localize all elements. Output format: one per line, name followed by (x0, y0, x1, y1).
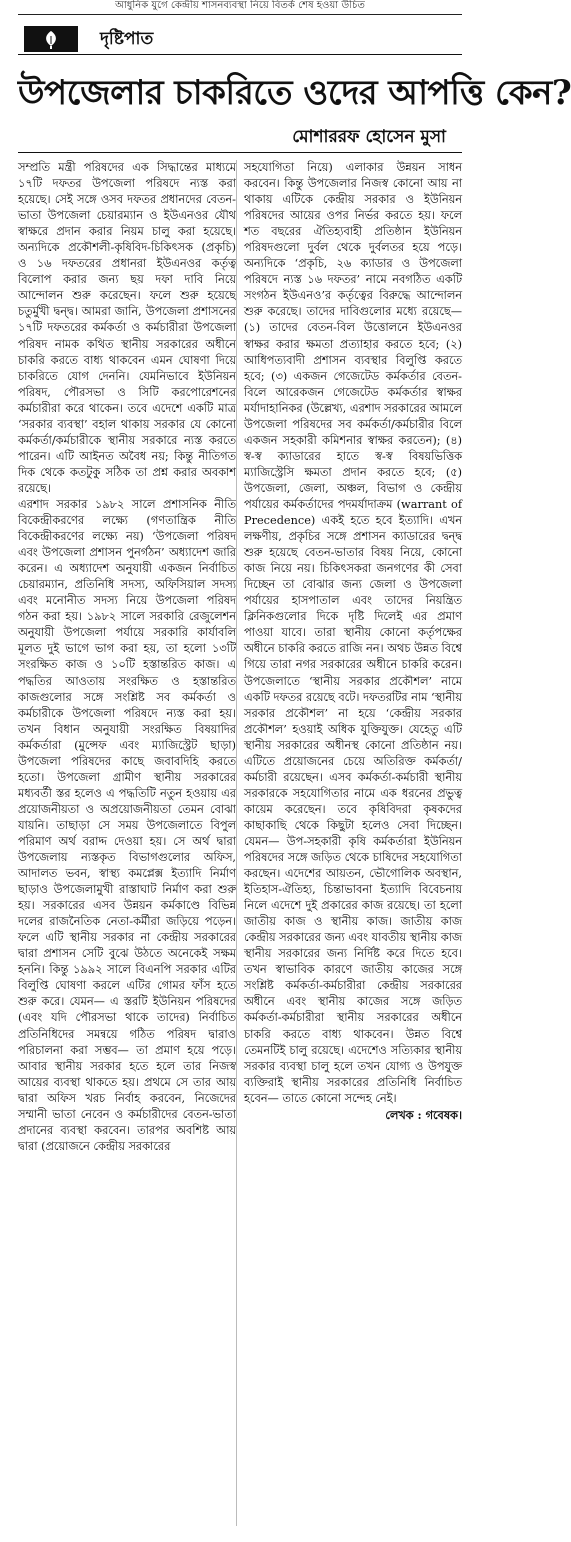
section-logo (24, 26, 78, 52)
left-column (18, 160, 236, 1526)
right-column (244, 160, 462, 1526)
column-divider (236, 160, 237, 1526)
writer-note: লেখক : গবেষক। (385, 1107, 462, 1122)
top-rule (18, 14, 462, 15)
paragraph: সম্প্রতি মন্ত্রী পরিষদের এক সিদ্ধান্তের মাধ্যমে ১৭টি দফতর উপজেলা পরিষদে ন্যস্ত করা হয়েছে। সেই সঙ্গে ওসব দফতর প্রধানদের বেতন-ভাতা উপজেলা চেয়ারম্যান ও ইউএনওর যৌথ স্বাক্ষরে প্রদান করার নিয়ম চালু করা হয়েছে। অন্যদিকে প্রকৌশলী-কৃষিবিদ-চিকিৎসক (প্রকৃচি) ও ১৬ দফতরের প্রধানরা ইউএনওর কর্তৃত্ব বিলোপ করার জন্য ছয় দফা দাবি নিয়ে আন্দোলন শুরু করেছেন। ফলে শুরু হয়েছে চতুর্মুখী দ্বন্দ্ব। আমরা জানি, উপজেলা প্রশাসনের ১৭টি দফতরের কর্মকর্তা ও কর্মচারীরা উপজেলা পরিষদ নামক কথিত স্থানীয় সরকারের অধীনে চাকরি করতে বাধ্য থাকবেন এমন ঘোষণা দিয়ে চাকরিতে যোগ দেননি। যেমনিভাবে ইউনিয়ন পরিষদ, পৌরসভা ও সিটি করপোরেশনের কর্মচারীরা করে থাকেন। তবে এদেশে একটি মাত্র ‘সরকার ব্যবস্থা’ বহাল থাকায় সরকার যে কোনো কর্মকর্তা/কর্মচারীকে স্থানীয় সরকারে ন্যস্ত করতে পারেন। এটি আইনত অবৈধ নয়; কিন্তু নীতিগত দিক থেকে কতটুকু সঠিক তা প্রশ্ন করার অবকাশ রয়েছে। (18, 161, 236, 495)
section-rule (18, 54, 462, 55)
headline: উপজেলার চাকরিতে ওদের আপত্তি কেন? (18, 73, 571, 113)
section-header (18, 24, 462, 54)
leaf-icon (40, 29, 62, 49)
top-strip-text: আধুনিক যুগে কেন্দ্রীয় শাসনব্যবস্থা নিয়ে বিতর্ক শেষ হওয়া উচিত (115, 0, 365, 11)
byline-rule (18, 152, 462, 153)
byline: মোশাররফ হোসেন মুসা (292, 127, 446, 147)
paragraph: এরশাদ সরকার ১৯৮২ সালে প্রশাসনিক নীতি বিকেন্দ্রীকরণের লক্ষ্যে (গণতান্ত্রিক নীতি বিকেন্দ্রীকরণের লক্ষ্যে নয়) ‘উপজেলা পরিষদ এবং উপজেলা প্রশাসন পুনর্গঠন’ অধ্যাদেশ জারি করেন। এ অধ্যাদেশ অনুযায়ী একজন নির্বাচিত চেয়ারম্যান, প্রতিনিধি সদস্য, অফিসিয়াল সদস্য এবং মনোনীত সদস্য নিয়ে উপজেলা পরিষদ গঠন করা হয়। ১৯৮২ সালে সরকারি রেজুলেশন অনুযায়ী উপজেলা পর্যায়ে সরকারি কার্যাবলি মূলত দুই ভাগে ভাগ করা হয়, তা হলো ১৩টি সংরক্ষিত কাজ ও ১০টি হস্তান্তরিত কাজ। এ পদ্ধতির আওতায় সংরক্ষিত ও হস্তান্তরিত কাজগুলোর সঙ্গে সংশ্লিষ্ট সব কর্মকর্তা ও কর্মচারীকে উপজেলা পরিষদে ন্যস্ত করা হয়। তখন বিধান অনুযায়ী সংরক্ষিত বিষয়াদির কর্মকর্তারা (মুন্সেফ এবং ম্যাজিস্ট্রেট ছাড়া) উপজেলা পরিষদের কাছে জবাবদিহি করতে হতো। উপজেলা গ্রামীণ স্থানীয় সরকারের মধ্যবর্তী স্তর হলেও এ পদ্ধতিটি নতুন হওয়ায় এর প্রয়োজনীয়তা ও অপ্রয়োজনীয়তা তেমন বোঝা যায়নি। তাছাড়া সে সময় উপজেলাতে বিপুল পরিমাণ অর্থ বরাদ্দ দেওয়া হয়। সে অর্থ দ্বারা উপজেলায় ন্যস্তকৃত বিভাগগুলোর অফিস, আদালত ভবন, স্বাস্থ্য কমপ্লেক্স ইত্যাদি নির্মাণ ছাড়াও উপজেলামুখী রাস্তাঘাট নির্মাণ করা শুরু হয়। সরকারের এসব উন্নয়ন কর্মকাণ্ডে বিভিন্ন দলের রাজনৈতিক নেতা-কর্মীরা জড়িয়ে পড়েন। ফলে এটি স্থানীয় সরকার না কেন্দ্রীয় সরকারের দ্বারা প্রশাসন সেটি বুঝে উঠতে অনেকেই সক্ষম হননি। কিন্তু ১৯৯২ সালে বিএনপি সরকার এটির বিলুপ্তি ঘোষণা করলে এটির গোমর ফাঁস হতে শুরু করে। যেমন— এ স্তরটি ইউনিয়ন পরিষদের (এবং যদি পৌরসভা থাকে তাদের) নির্বাচিত প্রতিনিধিদের সমন্বয়ে গঠিত পরিষদ দ্বারাও পরিচালনা করা সম্ভব— তা প্রমাণ হয়ে পড়ে। আবার স্থানীয় সরকার হতে হলে তার নিজস্ব আয়ের ব্যবস্থা থাকতে হয়। প্রথমে সে তার আয় দ্বারা অফিস খরচ নির্বাহ করবেন, নিজেদের সম্মানী ভাতা নেবেন ও কর্মচারীদের বেতন-ভাতা প্রদানের ব্যবস্থা করবেন। তারপর অবশিষ্ট আয় দ্বারা (প্রয়োজনে কেন্দ্রীয় সরকারের (18, 497, 236, 1153)
section-label: দৃষ্টিপাত (100, 29, 154, 49)
paragraph: সহযোগিতা নিয়ে) এলাকার উন্নয়ন সাধন করবেন। কিন্তু উপজেলার নিজস্ব কোনো আয় না থাকায় এটিকে কেন্দ্রীয় সরকার ও ইউনিয়ন পরিষদের আয়ের ওপর নির্ভর করতে হয়। ফলে শত বছরের ঐতিহ্যবাহী প্রতিষ্ঠান ইউনিয়ন পরিষদগুলো দুর্বল থেকে দুর্বলতর হয়ে পড়ে। অন্যদিকে ‘প্রকৃচি, ২৬ ক্যাডার ও উপজেলা পরিষদে ন্যস্ত ১৬ দফতর’ নামে নবগঠিত একটি সংগঠন ইউএনও’র কর্তৃত্বের বিরুদ্ধে আন্দোলন শুরু করেছে। তাদের দাবিগুলোর মধ্যে রয়েছে— (১) তাদের বেতন-বিল উত্তোলনে ইউএনওর স্বাক্ষর করার ক্ষমতা প্রত্যাহার করতে হবে; (২) আধিপত্যবাদী প্রশাসন ব্যবস্থার বিলুপ্তি করতে হবে; (৩) একজন গেজেটেড কর্মকর্তার বেতন-বিলে আরেকজন গেজেটেড কর্মকর্তার স্বাক্ষর মর্যাদাহানিকর (উল্লেখ্য, এরশাদ সরকারের আমলে উপজেলা পরিষদের সব কর্মকর্তা/কর্মচারীর বিলে একজন সহকারী কমিশনার স্বাক্ষর করতেন); (৪) স্ব-স্ব ক্যাডারের হাতে স্ব-স্ব বিষয়ভিত্তিক ম্যাজিস্ট্রেসি ক্ষমতা প্রদান করতে হবে; (৫) উপজেলা, জেলা, অঞ্চল, বিভাগ ও কেন্দ্রীয় পর্যায়ের কর্মকর্তাদের পদমর্যাদাক্রম (warrant of Precedence) একই হতে হবে ইত্যাদি। এখন লক্ষণীয়, প্রকৃচির সঙ্গে প্রশাসন ক্যাডারের দ্বন্দ্ব শুরু হয়েছে বেতন-ভাতার বিষয় নিয়ে, কোনো কাজ নিয়ে নয়। চিকিৎসকরা জনগণের কী সেবা দিচ্ছেন তা বোঝার জন্য জেলা ও উপজেলা পর্যায়ের হাসপাতাল এবং তাদের নিয়ন্ত্রিত ক্লিনিকগুলোর দিকে দৃষ্টি দিলেই এর প্রমাণ পাওয়া যাবে। তারা স্থানীয় কোনো কর্তৃপক্ষের অধীনে চাকরি করতে রাজি নন। অথচ উন্নত বিশ্বে গিয়ে তারা নগর সরকারের অধীনে চাকরি করেন। উপজেলাতে ‘স্থানীয় সরকার প্রকৌশল’ নামে একটি দফতর রয়েছে বটে। দফতরটির নাম ‘স্থানীয় সরকার প্রকৌশল’ না হয়ে ‘কেন্দ্রীয় সরকার প্রকৌশল’ হওয়াই অধিক যুক্তিযুক্ত। যেহেতু এটি স্থানীয় সরকারের অধীনস্থ কোনো প্রতিষ্ঠান নয়। এটিতে প্রয়োজনের চেয়ে অতিরিক্ত কর্মকর্তা/কর্মচারী রয়েছেন। এসব কর্মকর্তা-কর্মচারী স্থানীয় সরকারকে সহযোগিতার নামে এক ধরনের প্রভুত্ব কায়েম করেছেন। তবে কৃষিবিদরা কৃষকদের কাছাকাছি থেকে কিছুটা হলেও সেবা দিচ্ছেন। যেমন— উপ-সহকারী কৃষি কর্মকর্তারা ইউনিয়ন পরিষদের সঙ্গে জড়িত থেকে চাষিদের সহযোগিতা করছেন। এদেশের আয়তন, ভৌগোলিক অবস্থান, ইতিহাস-ঐতিহ্য, চিন্তাভাবনা ইত্যাদি বিবেচনায় নিলে এদেশে দুই প্রকারের কাজ রয়েছে। তা হলো জাতীয় কাজ ও স্থানীয় কাজ। জাতীয় কাজ কেন্দ্রীয় সরকারের জন্য এবং যাবতীয় স্থানীয় কাজ স্থানীয় সরকারের জন্য নির্দিষ্ট করে দিতে হবে। তখন স্বাভাবিক কারণে জাতীয় কাজের সঙ্গে সংশ্লিষ্ট কর্মকর্তা-কর্মচারীরা কেন্দ্রীয় সরকারের অধীনে এবং স্থানীয় কাজের সঙ্গে জড়িত কর্মকর্তা-কর্মচারীরা স্থানীয় সরকারের অধীনে চাকরি করতে বাধ্য থাকবেন। উন্নত বিশ্বে তেমনটিই চালু রয়েছে। এদেশেও সত্যিকার স্থানীয় সরকার ব্যবস্থা চালু হলে তখন যোগ্য ও উপযুক্ত ব্যক্তিরাই স্থানীয় সরকারের প্রতিনিধি নির্বাচিত হবেন— তাতে কোনো সন্দেহ নেই। (244, 161, 462, 1105)
